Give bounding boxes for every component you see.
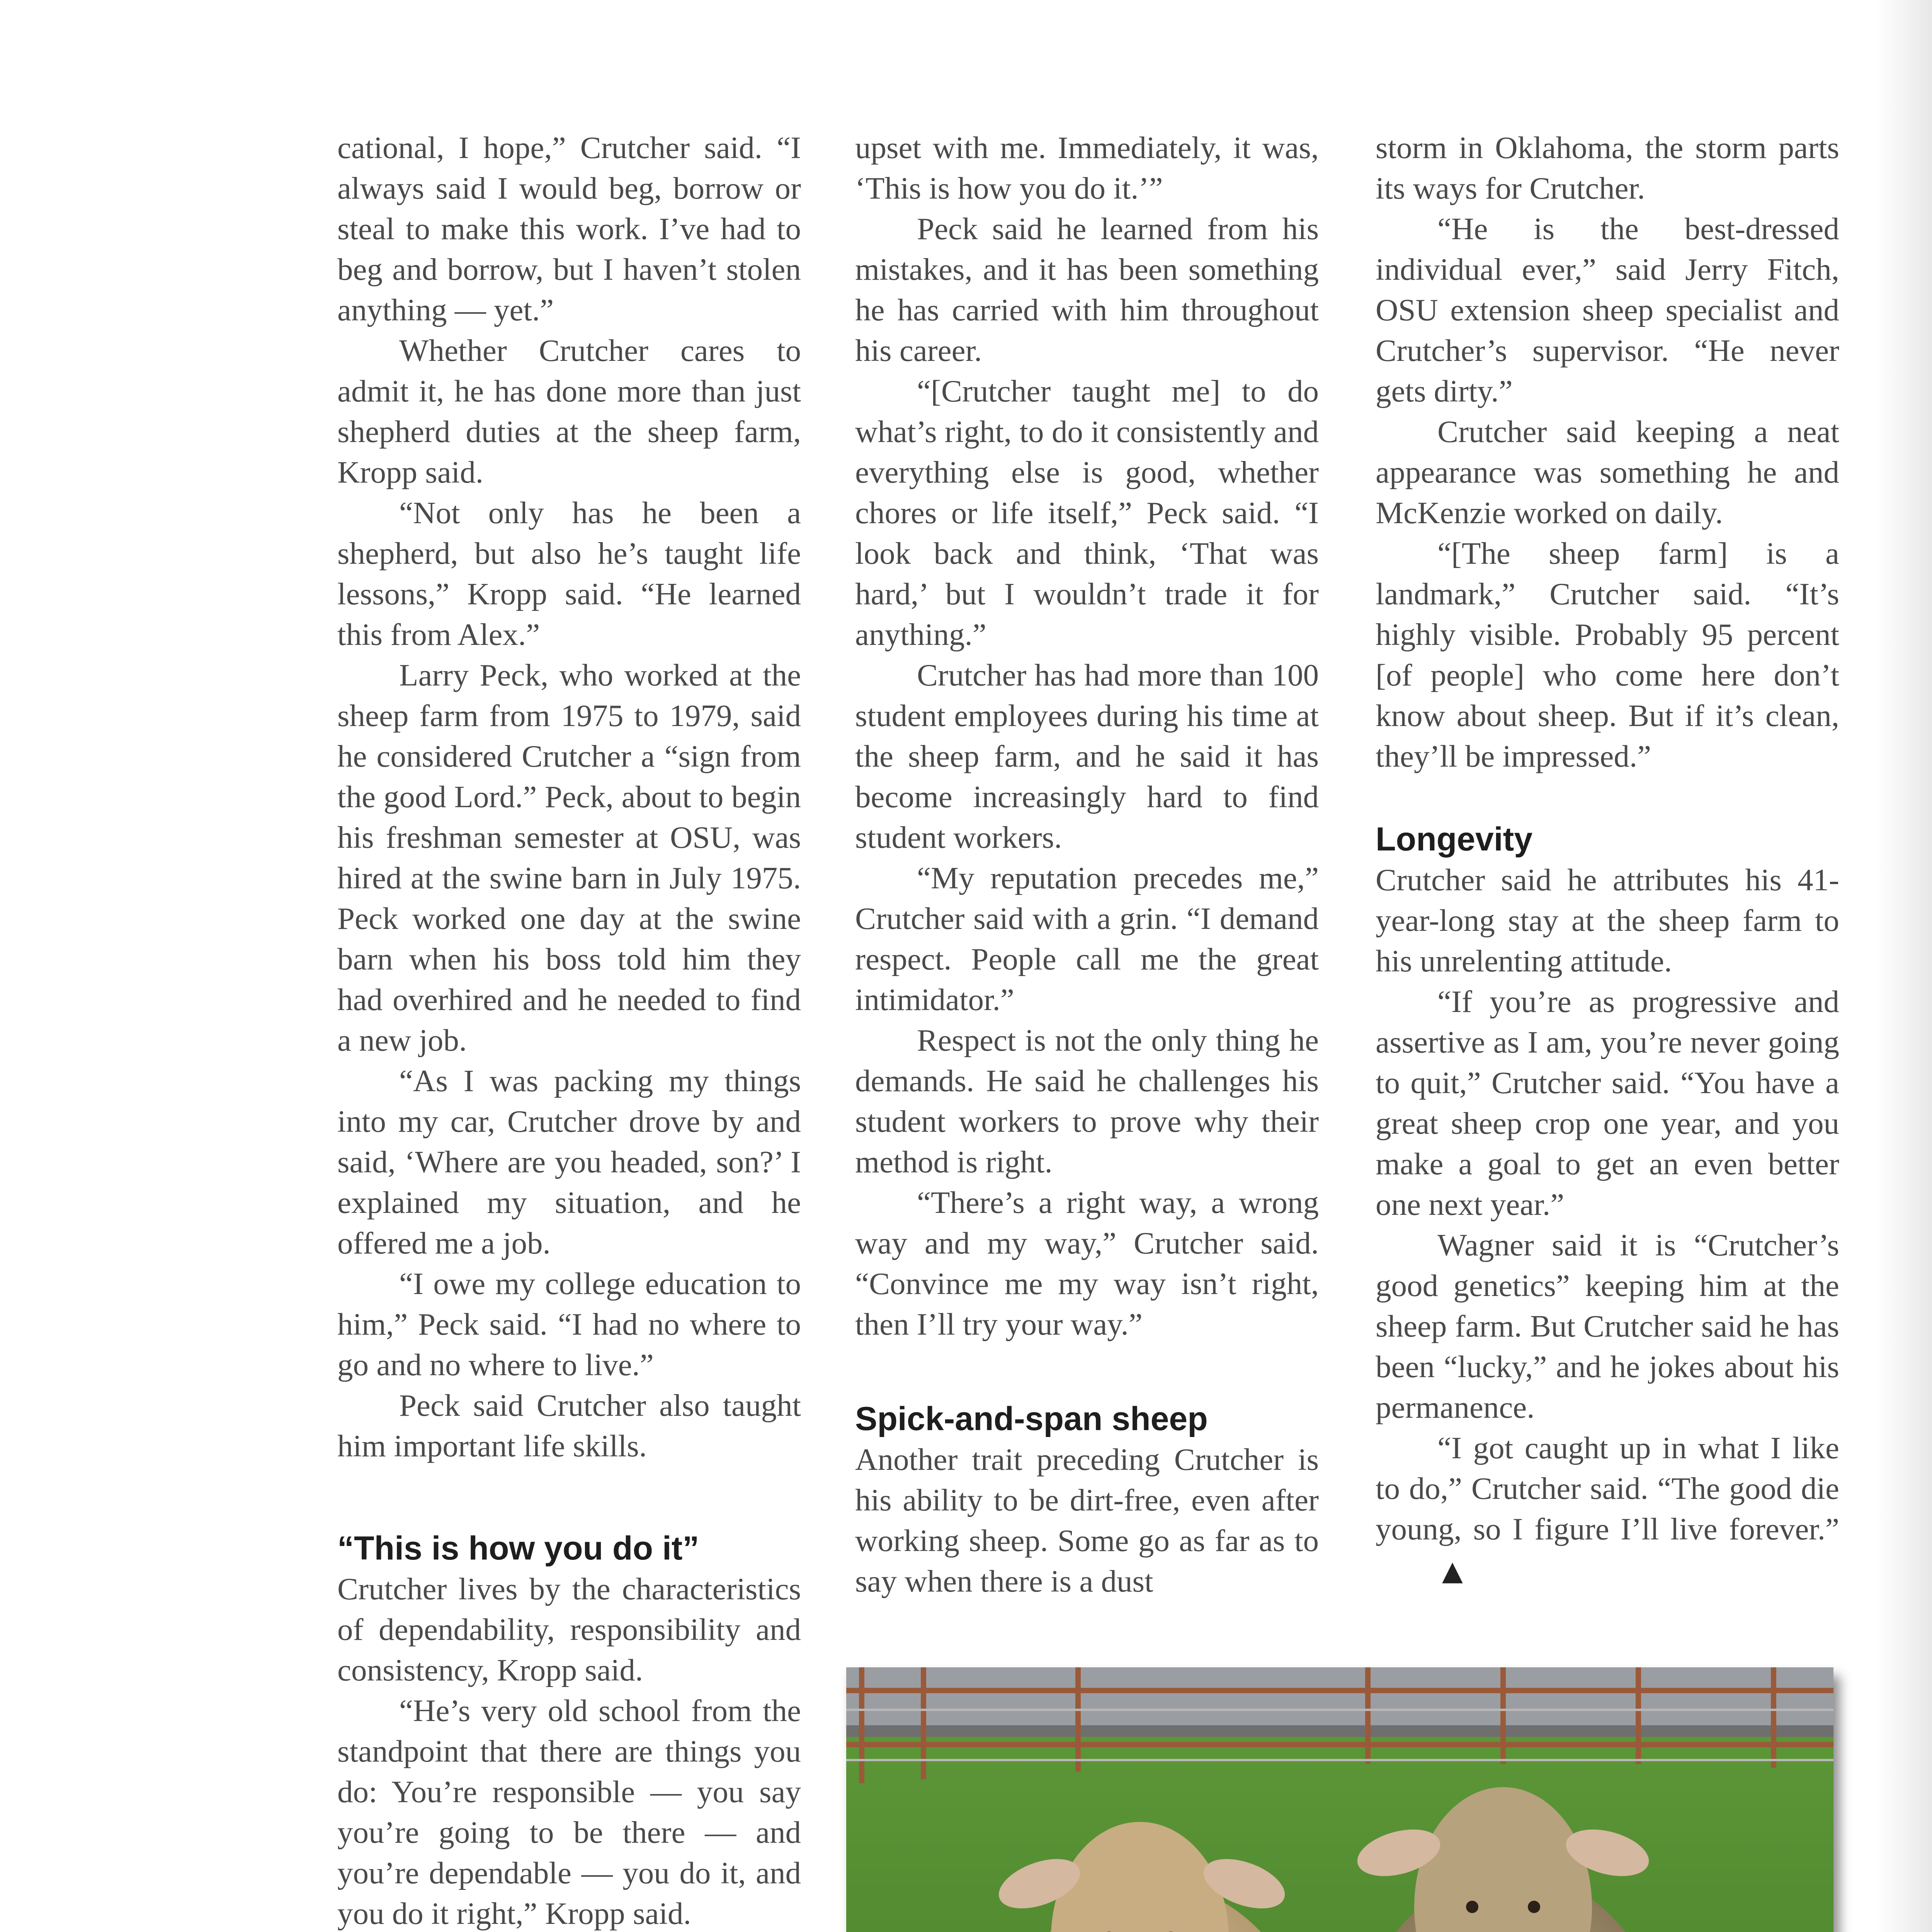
paragraph: upset with me. Immediately, it was, ‘This is how you do it.’” [855, 130, 1319, 206]
section-heading: Spick-and-span sheep [855, 1400, 1208, 1437]
paragraph [1376, 1428, 1839, 1591]
article-column-1 [337, 128, 801, 1932]
paragraph: Larry Peck, who worked at the sheep farm from 1975 to 1979, said he considered Crutcher a “sign from the good Lord.” Peck, about to begin his freshman semester at OSU, was hired at the swine barn in July 1975. Peck worked one day at the swine barn when his boss told him they had overhired and he needed to find a new job. [337, 658, 801, 1058]
paragraph: storm in Oklahoma, the storm parts its ways for Crutcher. [1376, 130, 1839, 206]
section-heading: Longevity [1376, 821, 1533, 858]
paragraph: “There’s a right way, a wrong way and my way,” Crutcher said. “Convince me my way isn’t right, then I’ll try your way.” [855, 1185, 1319, 1342]
article-column-3 [1376, 128, 1839, 1591]
paragraph: “My reputation precedes me,” Crutcher said with a grin. “I demand respect. People call me the great intimidator.” [855, 861, 1319, 1017]
paragraph: Peck said Crutcher also taught him important life skills. [337, 1388, 801, 1463]
paragraph: Crutcher lives by the characteristics of dependability, responsibility and consistency, Kropp said. [337, 1571, 801, 1687]
paragraph: Crutcher said he attributes his 41-year-long stay at the sheep farm to his unrelenting attitude. [1376, 862, 1839, 978]
paragraph: Another trait preceding Crutcher is his ability to be dirt-free, even after working sheep. Some go as far as to say when there is a dust [855, 1442, 1319, 1599]
paragraph: “He is the best-dressed individual ever,” said Jerry Fitch, OSU extension sheep specialist and Crutcher’s supervisor. “He never gets dirty.” [1376, 211, 1839, 408]
article-column-2 [855, 128, 1319, 1602]
paragraph: Crutcher has had more than 100 student employees during his time at the sheep farm, and he said it has become increasingly hard to find student workers. [855, 658, 1319, 855]
paragraph: cational, I hope,” Crutcher said. “I always said I would beg, borrow or steal to make this work. I’ve had to beg and borrow, but I haven’t stolen anything — yet.” [337, 130, 801, 327]
paragraph: “He’s very old school from the standpoint that there are things you do: You’re responsible — you say you’re going to be there — and you’re dependable — you do it, and you do it right,” Kropp said. [337, 1693, 801, 1931]
paragraph: “Not only has he been a shepherd, but also he’s taught life lessons,” Kropp said. “He learned this from Alex.” [337, 495, 801, 652]
page-edge-shadow [1876, 0, 1932, 1932]
paragraph: “[Crutcher taught me] to do what’s right, to do it consistently and everything else is good, whether chores or life itself,” Peck said. “I look back and think, ‘That was hard,’ but I wouldn’t trade it for anything.” [855, 374, 1319, 652]
paragraph: “If you’re as progressive and assertive as I am, you’re never going to quit,” Crutcher said. “You have a great sheep crop one year, and you make a goal to get an even better one next year.” [1376, 984, 1839, 1222]
paragraph-text: “I got caught up in what I like to do,” Crutcher said. “The good die young, so I figure I’ll live forever.” [1376, 1430, 1839, 1546]
paragraph: “[The sheep farm] is a landmark,” Crutcher said. “It’s highly visible. Probably 95 percent [of people] who come here don’t know about sheep. But if it’s clean, they’ll be impressed.” [1376, 536, 1839, 774]
paragraph: Wagner said it is “Crutcher’s good genetics” keeping him at the sheep farm. But Crutcher said he has been “lucky,” and he jokes about his permanence. [1376, 1228, 1839, 1425]
paragraph: “As I was packing my things into my car, Crutcher drove by and said, ‘Where are you headed, son?’ I explained my situation, and he offered me a job. [337, 1063, 801, 1260]
paragraph: Peck said he learned from his mistakes, and it has been something he has carried with him throughout his career. [855, 211, 1319, 368]
paragraph: Crutcher said keeping a neat appearance was something he and McKenzie worked on daily. [1376, 414, 1839, 530]
triangle-logo-icon: ▲ [1442, 1555, 1463, 1587]
paragraph: “I owe my college education to him,” Peck said. “I had no where to go and no where to live.” [337, 1266, 801, 1382]
section-heading: “This is how you do it” [337, 1530, 699, 1567]
paragraph: Whether Crutcher cares to admit it, he has done more than just shepherd duties at the sheep farm, Kropp said. [337, 333, 801, 490]
paragraph: Respect is not the only thing he demands. He said he challenges his student workers to prove why their method is right. [855, 1023, 1319, 1179]
sheep-photo [846, 1667, 1833, 1932]
